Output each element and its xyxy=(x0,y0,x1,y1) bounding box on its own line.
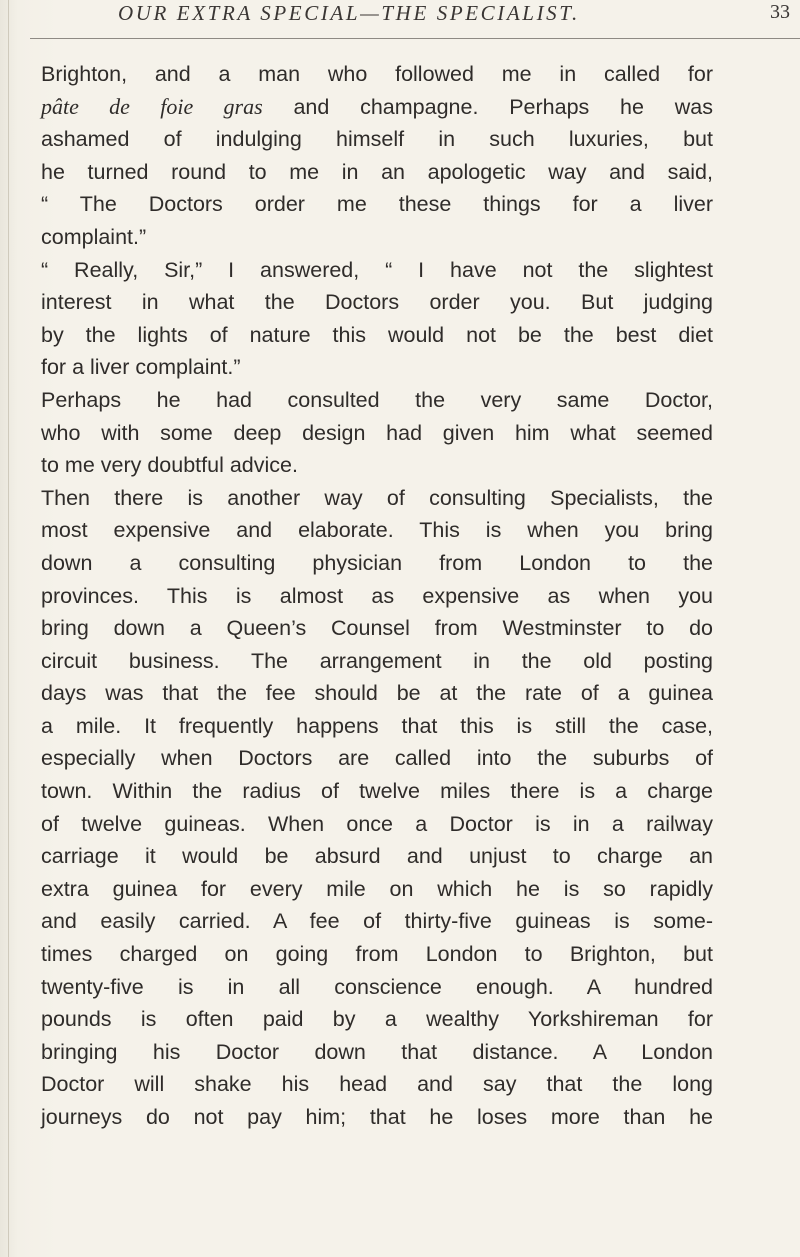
text-line: Perhaps he had consulted the very same Doctor, xyxy=(41,387,713,412)
text-line: journeys do not pay him; that he loses more than he xyxy=(41,1105,713,1129)
page-number: 33 xyxy=(770,1,790,23)
text-line: complaint.” xyxy=(41,224,147,249)
header-rule xyxy=(30,38,800,39)
text-line: times charged on going from London to Brighton, but xyxy=(41,942,713,967)
text-line: Brighton, and a man who followed me in called for xyxy=(41,62,713,86)
text-line: he turned round to me in an apologetic way and said, xyxy=(41,159,713,184)
gutter-edge xyxy=(8,0,9,1257)
text-line: a mile. It frequently happens that this is still the case, xyxy=(41,713,713,738)
text-line: bring down a Queen’s Counsel from Westminster to do xyxy=(41,616,713,641)
text-line: Then there is another way of consulting Specialists, the xyxy=(41,485,713,510)
text-line: especially when Doctors are called into the suburbs of xyxy=(41,746,713,771)
text-line: to me very doubtful advice. xyxy=(41,453,298,478)
text-line: twenty-five is in all conscience enough. A hundred xyxy=(41,974,713,999)
running-title: OUR EXTRA SPECIAL—THE SPECIALIST. xyxy=(118,1,580,25)
text-line: “ The Doctors order me these things for a liver xyxy=(41,192,713,217)
running-header xyxy=(118,0,790,28)
text-line: by the lights of nature this would not be the best diet xyxy=(41,322,713,347)
text-line: days was that the fee should be at the rate of a guinea xyxy=(41,681,713,706)
text-line: extra guinea for every mile on which he is so rapidly xyxy=(41,876,713,901)
text-line: interest in what the Doctors order you. But judging xyxy=(41,290,713,315)
text-line: carriage it would be absurd and unjust to charge an xyxy=(41,844,713,869)
text-line: of twelve guineas. When once a Doctor is in a railway xyxy=(41,811,713,836)
text-line: who with some deep design had given him what seemed xyxy=(41,420,713,445)
text-line: “ Really, Sir,” I answered, “ I have not the slightest xyxy=(41,257,713,282)
text-line: ashamed of indulging himself in such luxuries, but xyxy=(41,127,713,152)
line-remainder: and champagne. Perhaps he was xyxy=(262,94,713,119)
text-line: for a liver complaint.” xyxy=(41,355,241,380)
text-line: pounds is often paid by a wealthy Yorkshireman for xyxy=(41,1007,713,1032)
text-line: bringing his Doctor down that distance. A London xyxy=(41,1039,713,1064)
text-line xyxy=(41,91,713,124)
text-line: down a consulting physician from London to the xyxy=(41,550,713,575)
body-text xyxy=(41,58,713,1134)
text-line: most expensive and elaborate. This is when you bring xyxy=(41,518,713,543)
text-line: Doctor will shake his head and say that the long xyxy=(41,1072,713,1097)
text-line: provinces. This is almost as expensive as when you xyxy=(41,583,713,608)
text-line: town. Within the radius of twelve miles there is a charge xyxy=(41,779,713,804)
text-line: circuit business. The arrangement in the old posting xyxy=(41,648,713,673)
text-line: and easily carried. A fee of thirty-five guineas is some- xyxy=(41,909,713,934)
italic-phrase: pâte de foie gras xyxy=(41,93,263,119)
